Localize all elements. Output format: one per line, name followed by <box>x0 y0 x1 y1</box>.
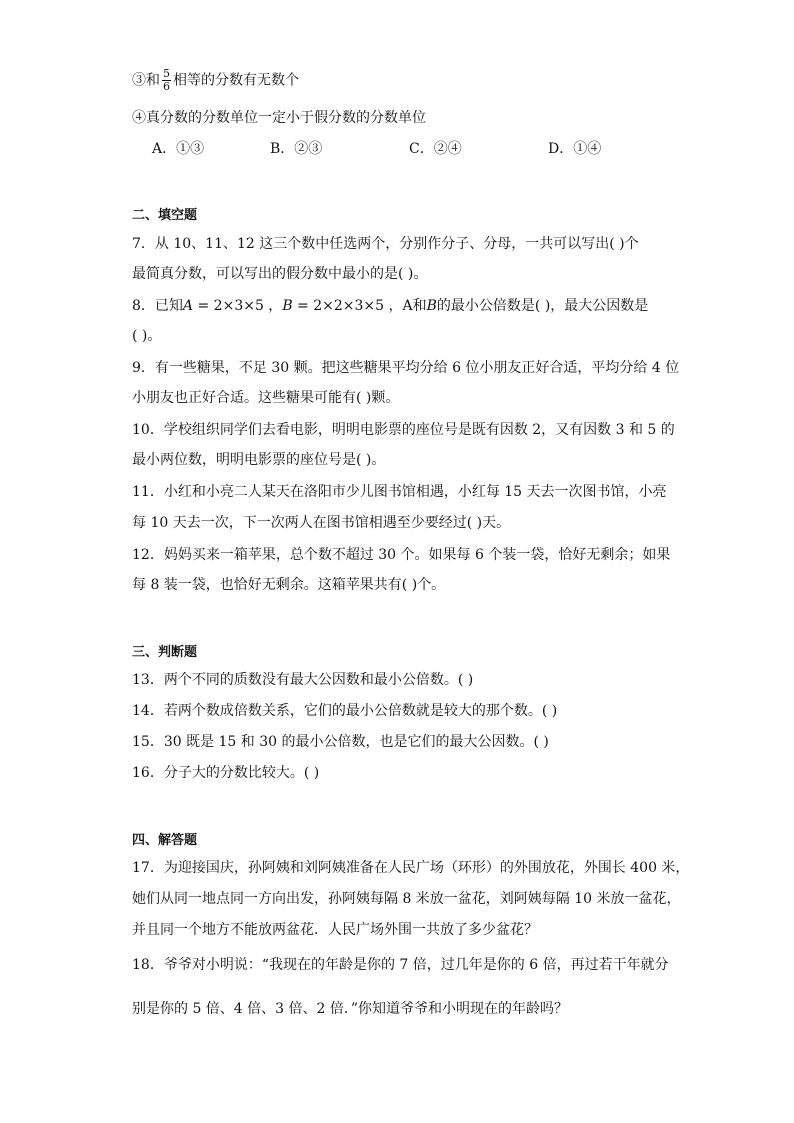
var-b: B <box>282 298 293 314</box>
q14: 14．若两个数成倍数关系，它们的最小公倍数就是较大的那个数。( ) <box>132 703 558 719</box>
var-b: B <box>426 298 437 314</box>
q8-text: = 2×2×3×5 ，A和 <box>292 298 427 314</box>
option-d[interactable]: D．①④ <box>548 141 602 157</box>
fraction-denominator: 6 <box>163 80 170 93</box>
q9-line-2: 小朋友也正好合适。这些糖果可能有( )颗。 <box>132 390 400 406</box>
q10-line-1: 10．学校组织同学们去看电影，明明电影票的座位号是既有因数 2，又有因数 3 和 5 的 <box>132 422 675 438</box>
q8-text: = 2×3×5 ， <box>193 298 283 314</box>
q10-line-2: 最小两位数，明明电影票的座位号是( )。 <box>132 452 386 468</box>
q8-text: 的最小公倍数是( )，最大公因数是 <box>436 298 649 314</box>
q15: 15．30 既是 15 和 30 的最小公倍数，也是它们的最大公因数。( ) <box>132 734 549 750</box>
q18-line-2: 别是你的 5 倍、4 倍、3 倍、2 倍．”你知道爷爷和小明现在的年龄吗？ <box>132 1001 569 1017</box>
q17-line-3: 并且同一个地方不能放两盆花．人民广场外围一共放了多少盆花？ <box>132 922 538 938</box>
q11-line-2: 每 10 天去一次，下一次两人在图书馆相遇至少要经过( )天。 <box>132 515 511 531</box>
q8-line-2: ( )。 <box>132 328 162 344</box>
fraction-five-sixths <box>162 68 171 93</box>
q18-line-1: 18．爷爷对小明说：“我现在的年龄是你的 7 倍，过几年是你的 6 倍，再过若干年就分 <box>132 957 669 973</box>
q8-text: 8．已知 <box>132 298 183 314</box>
q6-stmt3-suffix: 相等的分数有无数个 <box>173 72 299 89</box>
option-c[interactable]: C．②④ <box>409 141 462 157</box>
q7-line-2: 最简真分数，可以写出的假分数中最小的是( )。 <box>132 266 428 282</box>
q13: 13．两个不同的质数没有最大公因数和最小公倍数。( ) <box>132 672 474 688</box>
section-heading-solve: 四、解答题 <box>132 833 198 848</box>
q11-line-1: 11．小红和小亮二人某天在洛阳市少儿图书馆相遇，小红每 15 天去一次图书馆，小亮 <box>132 484 667 500</box>
q16: 16．分子大的分数比较大。( ) <box>132 765 320 781</box>
option-a[interactable]: A．①③ <box>152 141 205 157</box>
q12-line-1: 12．妈妈买来一箱苹果，总个数不超过 30 个。如果每 6 个装一袋，恰好无剩余；如果 <box>132 547 671 563</box>
q9-line-1: 9．有一些糖果，不足 30 颗。把这些糖果平均分给 6 位小朋友正好合适，平均分给 4 位 <box>132 360 680 376</box>
option-b[interactable]: B．②③ <box>270 141 323 157</box>
q12-line-2: 每 8 装一袋，也恰好无剩余。这箱苹果共有( )个。 <box>132 577 446 593</box>
q8-line-1 <box>132 296 648 316</box>
fraction-numerator: 5 <box>163 67 170 80</box>
q6-options <box>152 139 632 159</box>
q6-statement-3 <box>132 68 299 93</box>
section-heading-judge: 三、判断题 <box>132 645 198 660</box>
q7-line-1: 7．从 10、11、12 这三个数中任选两个，分别作分子、分母，一共可以写出( )个 <box>132 236 639 252</box>
section-heading-fill: 二、填空题 <box>132 208 198 223</box>
q6-stmt3-prefix: ③和 <box>132 72 160 89</box>
q17-line-2: 她们从同一地点同一方向出发，孙阿姨每隔 8 米放一盆花，刘阿姨每隔 10 米放一盆花， <box>132 891 681 907</box>
q6-statement-4: ④真分数的分数单位一定小于假分数的分数单位 <box>132 110 426 126</box>
q17-line-1: 17．为迎接国庆，孙阿姨和刘阿姨准备在人民广场（环形）的外围放花，外围长 400 米， <box>132 860 690 876</box>
var-a: A <box>182 298 194 314</box>
